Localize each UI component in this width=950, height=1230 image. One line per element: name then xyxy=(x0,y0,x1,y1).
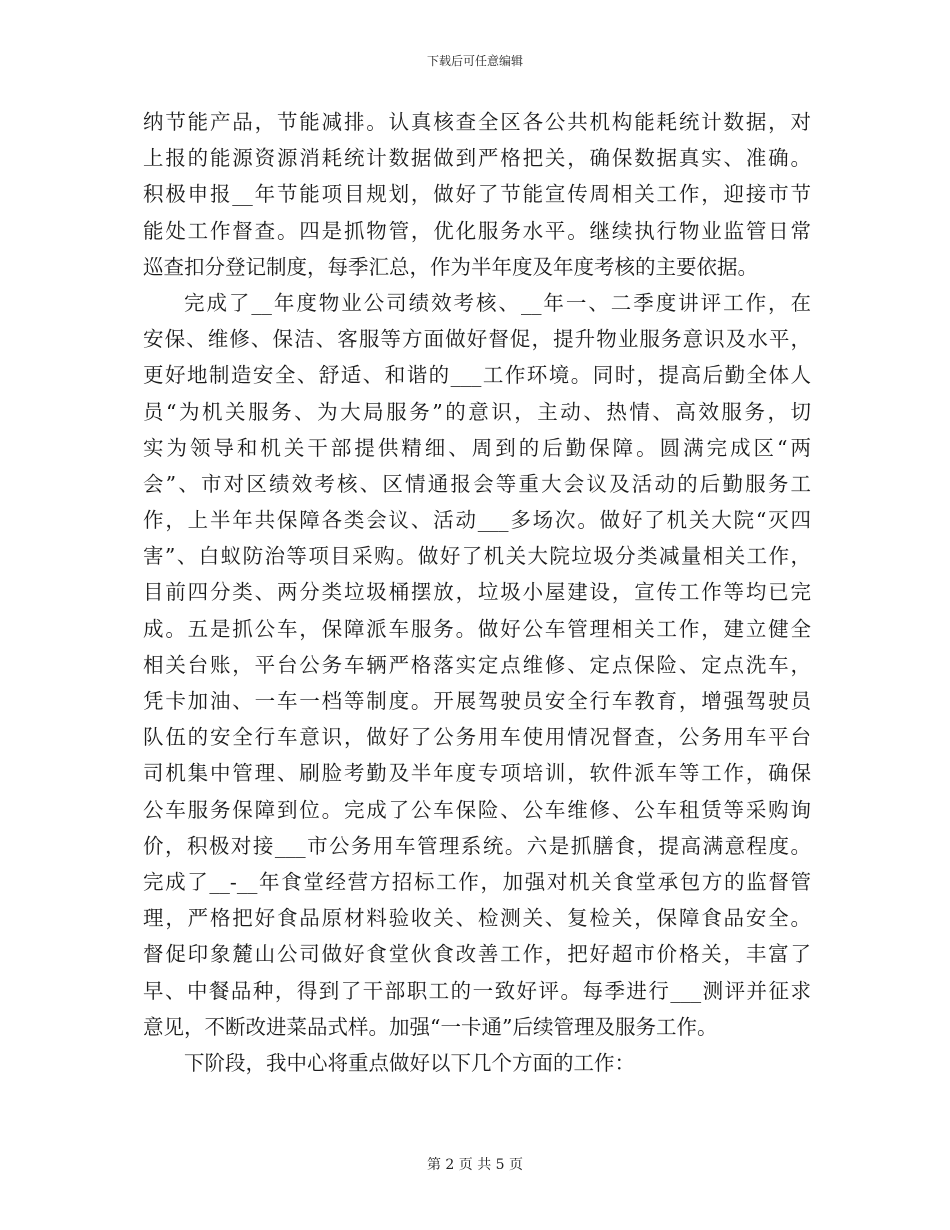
text-line: 理，严格把好食品原材料验收关、检测关、复检关，保障食品安全。 xyxy=(143,906,811,931)
text-line: 完成了__-__年食堂经营方招标工作，加强对机关食堂承包方的监督管 xyxy=(143,869,811,894)
text-line: 更好地制造安全、舒适、和谐的___工作环境。同时，提高后勤全体人 xyxy=(143,363,811,388)
page-header: 下载后可任意编辑 xyxy=(426,54,523,68)
text-line: 害”、白蚁防治等项目采购。做好了机关大院垃圾分类减量相关工作， xyxy=(143,544,811,569)
text-line: 成。五是抓公车，保障派车服务。做好公车管理相关工作，建立健全 xyxy=(143,616,811,641)
document-body xyxy=(143,104,811,1081)
text-line: 队伍的安全行车意识，做好了公务用车使用情况督查，公务用车平台 xyxy=(143,725,811,750)
text-line: 完成了__年度物业公司绩效考核、__年一、二季度讲评工作，在 xyxy=(184,290,811,315)
text-line: 凭卡加油、一车一档等制度。开展驾驶员安全行车教育，增强驾驶员 xyxy=(143,689,811,713)
text-line: 督促印象麓山公司做好食堂伙食改善工作，把好超市价格关，丰富了 xyxy=(143,942,811,967)
page-number: 第 2 页 共 5 页 xyxy=(426,1157,524,1173)
text-line: 司机集中管理、刷脸考勤及半年度专项培训，软件派车等工作，确保 xyxy=(143,761,811,786)
text-line: 纳节能产品，节能减排。认真核查全区各公共机构能耗统计数据，对 xyxy=(143,110,811,134)
text-line: 能处工作督查。四是抓物管，优化服务水平。继续执行物业监管日常 xyxy=(143,218,811,243)
text-line: 早、中餐品种，得到了干部职工的一致好评。每季进行___测评并征求 xyxy=(143,978,811,1003)
text-line: 巡查扣分登记制度，每季汇总，作为半年度及年度考核的主要依据。 xyxy=(143,254,758,279)
text-line: 安保、维修、保洁、客服等方面做好督促，提升物业服务意识及水平， xyxy=(143,327,811,352)
text-line: 上报的能源资源消耗统计数据做到严格把关，确保数据真实、准确。 xyxy=(143,146,811,171)
text-line: 价，积极对接___市公务用车管理系统。六是抓膳食，提高满意程度。 xyxy=(143,833,811,858)
text-line: 积极申报__年节能项目规划，做好了节能宣传周相关工作，迎接市节 xyxy=(143,182,811,207)
text-line: 下阶段，我中心将重点做好以下几个方面的工作： xyxy=(184,1050,635,1075)
text-line: 相关台账，平台公务车辆严格落实定点维修、定点保险、定点洗车， xyxy=(143,652,811,677)
text-line: 目前四分类、两分类垃圾桶摆放，垃圾小屋建设，宣传工作等均已完 xyxy=(143,580,811,605)
text-line: 作，上半年共保障各类会议、活动___多场次。做好了机关大院“灭四 xyxy=(143,508,811,533)
text-line: 会”、市对区绩效考核、区情通报会等重大会议及活动的后勤服务工 xyxy=(143,471,811,496)
text-line: 实为领导和机关干部提供精细、周到的后勤保障。圆满完成区“两 xyxy=(143,435,811,460)
text-line: 员“为机关服务、为大局服务”的意识，主动、热情、高效服务，切 xyxy=(143,399,811,424)
text-line: 意见，不断改进菜品式样。加强“一卡通”后续管理及服务工作。 xyxy=(143,1014,718,1039)
text-line: 公车服务保障到位。完成了公车保险、公车维修、公车租赁等采购询 xyxy=(143,797,811,822)
